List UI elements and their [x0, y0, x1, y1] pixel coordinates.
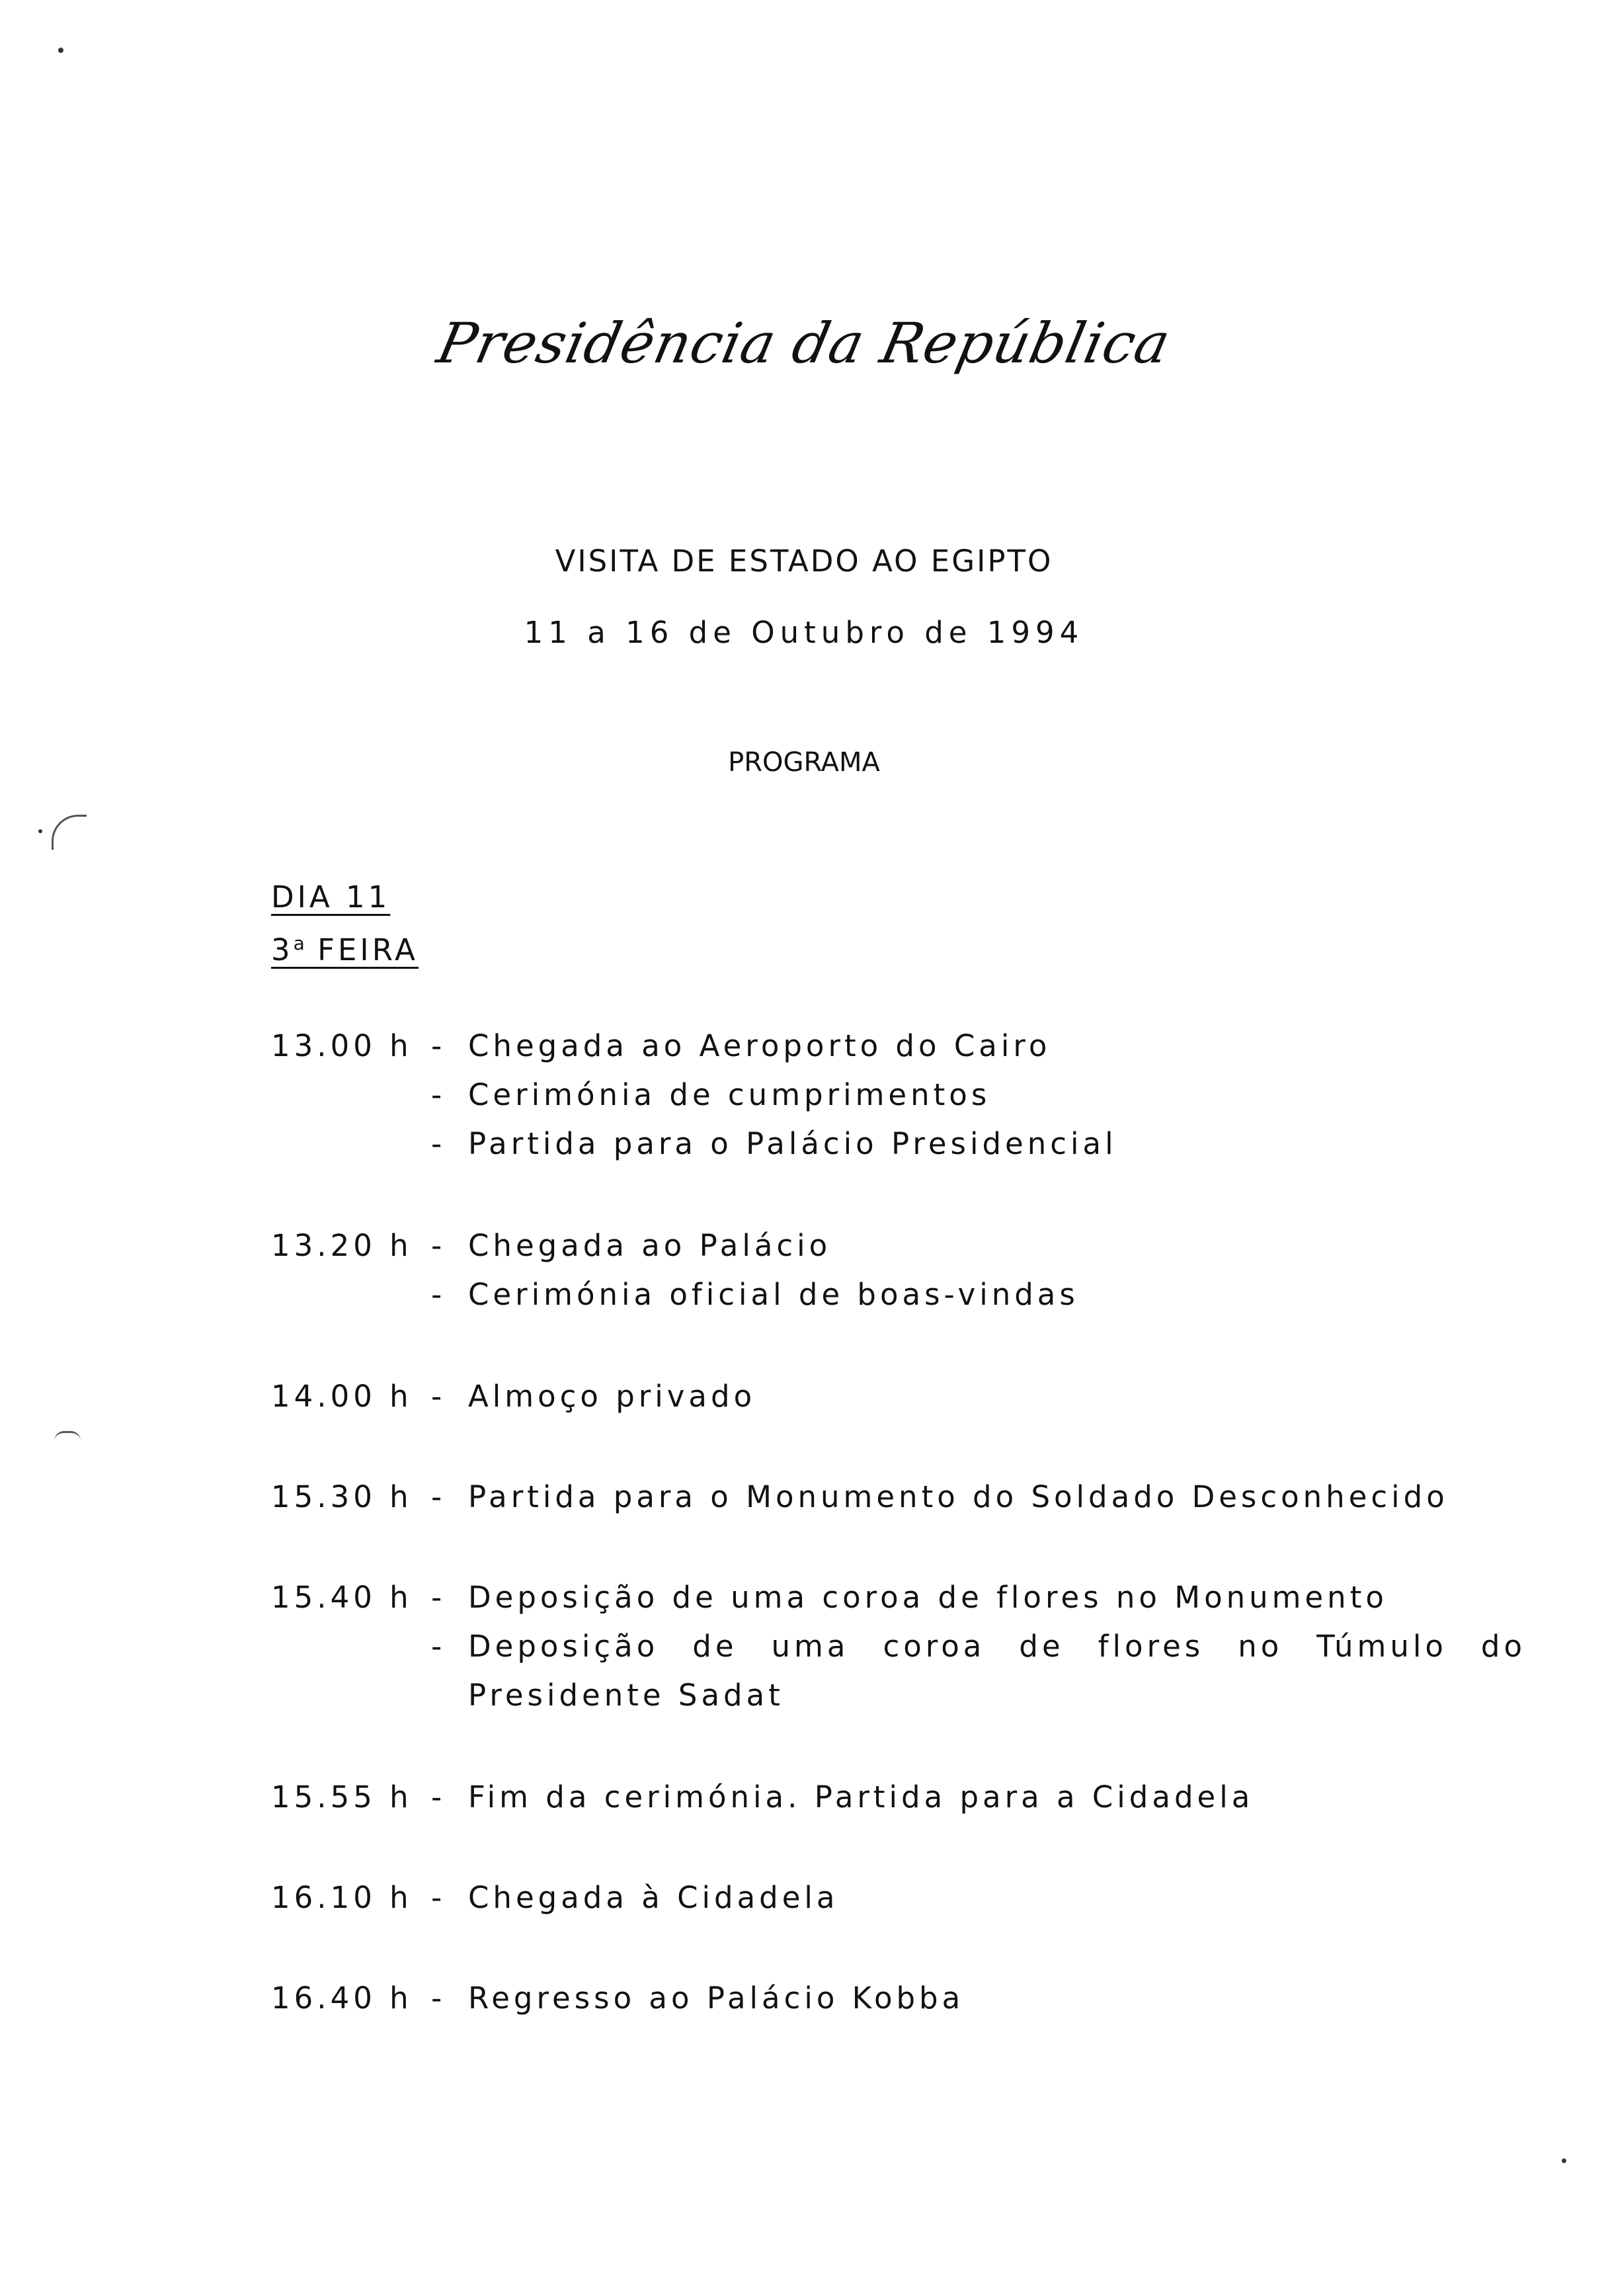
entry-time: 16.40 h — [271, 1981, 413, 2016]
entry-text: Fim da cerimónia. Partida para a Cidadela — [468, 1780, 1254, 1815]
entry-time: 14.00 h — [271, 1379, 413, 1414]
entry-text: Cerimónia oficial de boas-vindas — [468, 1277, 1079, 1312]
entry-text: Chegada ao Palácio — [468, 1228, 832, 1263]
day-number: DIA 11 — [271, 880, 391, 915]
entry-text: Deposição de uma coroa de flores no Monumento — [468, 1580, 1388, 1615]
document-dates: 11 a 16 de Outubro de 1994 — [524, 615, 1084, 650]
entry-text: Cerimónia de cumprimentos — [468, 1077, 991, 1112]
weekday-label: FEIRA — [304, 932, 419, 967]
scan-speck — [38, 829, 42, 833]
section-heading: PROGRAMA — [728, 747, 880, 778]
scan-mark — [52, 815, 87, 850]
letterhead: Presidência da República — [432, 311, 1176, 376]
day-weekday — [271, 932, 419, 967]
scan-mark — [54, 1431, 81, 1441]
document-title: VISITA DE ESTADO AO EGIPTO — [555, 544, 1053, 579]
entry-text: Chegada à Cidadela — [468, 1880, 839, 1915]
entry-text: Regresso ao Palácio Kobba — [468, 1981, 965, 2016]
entry-time: 13.00 h — [271, 1028, 413, 1063]
entry-text: Partida para o Monumento do Soldado Desconhecido — [468, 1479, 1449, 1514]
scan-speck — [1562, 2158, 1566, 2163]
entry-text: Almoço privado — [468, 1379, 756, 1414]
entry-text: Chegada ao Aeroporto do Cairo — [468, 1028, 1051, 1063]
entry-time: 15.40 h — [271, 1580, 413, 1615]
entry-time: 15.30 h — [271, 1479, 413, 1514]
entry-time: 16.10 h — [271, 1880, 413, 1915]
weekday-number: 3 — [271, 932, 294, 967]
entry-time: 13.20 h — [271, 1228, 413, 1263]
entry-time: 15.55 h — [271, 1780, 413, 1815]
scan-speck — [58, 48, 63, 53]
entry-text: Deposição de uma coroa de flores no Túmulo do — [468, 1629, 1526, 1664]
entry-text: Partida para o Palácio Presidencial — [468, 1126, 1117, 1161]
entry-text: Presidente Sadat — [468, 1678, 784, 1713]
weekday-ordinal: a — [293, 932, 305, 954]
